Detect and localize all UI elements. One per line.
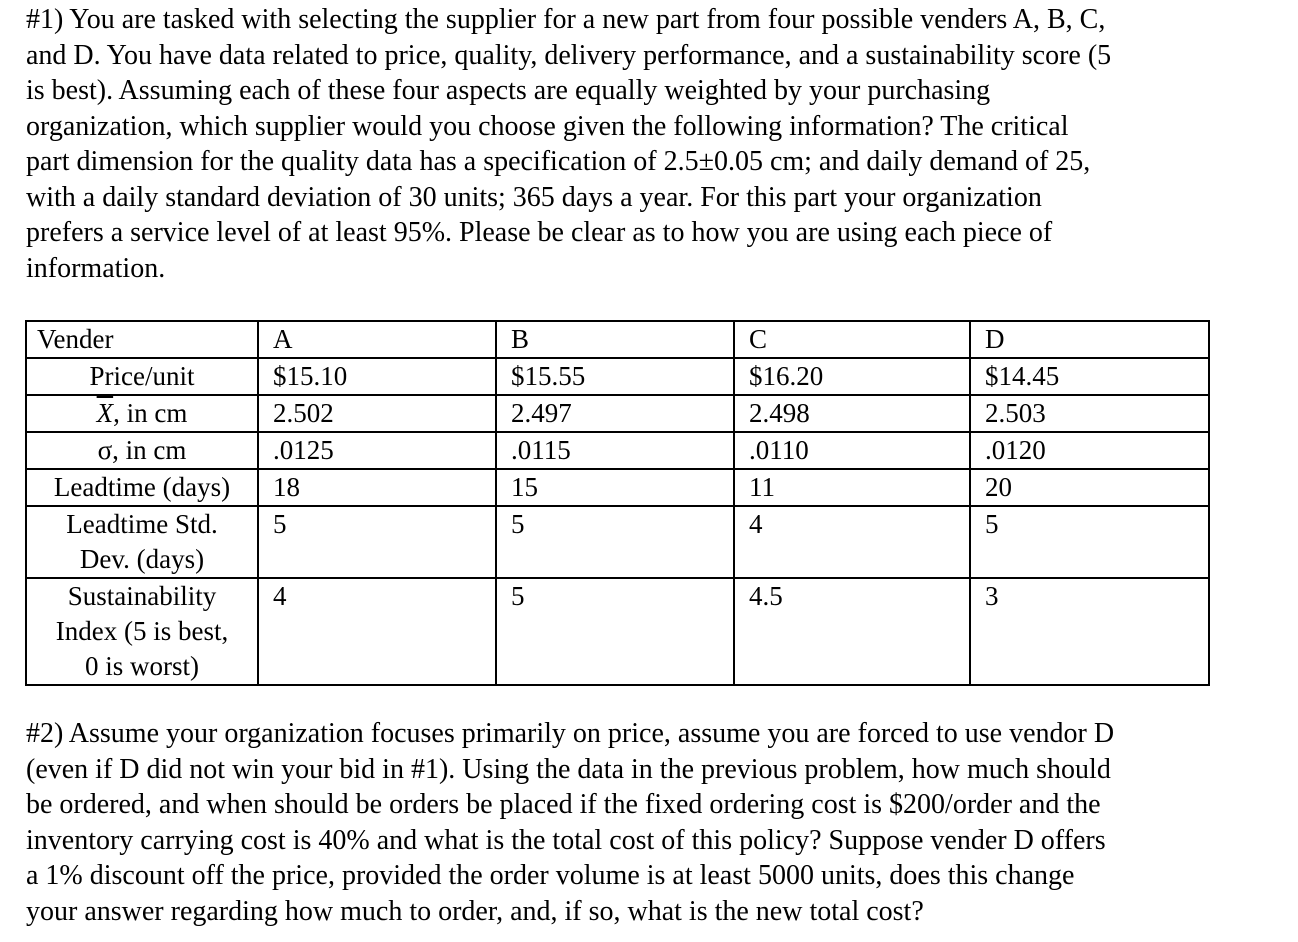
table-cell: $16.20	[734, 358, 970, 395]
text-line: your answer regarding how much to order, and, if so, what is the new total cost?	[26, 895, 924, 927]
text-line: and D. You have data related to price, quality, delivery performance, and a sustainability score (5	[26, 39, 1112, 71]
text-line: with a daily standard deviation of 30 units; 365 days a year. For this part your organization	[26, 181, 1042, 213]
question-2-text	[26, 716, 1226, 929]
table-cell: 4	[734, 506, 970, 578]
table-cell: .0120	[970, 432, 1209, 469]
table-cell: .0110	[734, 432, 970, 469]
text-line: #1) You are tasked with selecting the supplier for a new part from four possible venders A, B, C,	[26, 4, 1106, 35]
table-cell: 2.503	[970, 395, 1209, 432]
table-cell: 11	[734, 469, 970, 506]
vender-header: Vender	[26, 321, 258, 358]
label-line: Index (5 is best,	[55, 616, 229, 646]
vendor-b-header: B	[496, 321, 734, 358]
table-cell: 2.498	[734, 395, 970, 432]
text-line: #2) Assume your organization focuses primarily on price, assume you are forced to use vendor D	[26, 718, 1115, 749]
table-cell: 18	[258, 469, 496, 506]
text-line: organization, which supplier would you choose given the following information? The critical	[26, 110, 1069, 142]
table-cell: .0115	[496, 432, 734, 469]
text-line: be ordered, and when should be orders be placed if the fixed ordering cost is $200/order and the	[26, 789, 1101, 820]
table-cell: 20	[970, 469, 1209, 506]
row-label-mean	[26, 395, 258, 432]
row-label-sustainability	[26, 578, 258, 685]
vendor-a-header: A	[258, 321, 496, 358]
label-line: 0 is worst)	[85, 651, 199, 681]
text-line: information.	[26, 252, 166, 284]
text-line: a 1% discount off the price, provided the order volume is at least 5000 units, does this change	[26, 860, 1075, 891]
text-line: part dimension for the quality data has a specification of 2.5±0.05 cm; and daily demand of 25,	[26, 146, 1091, 177]
row-label-price: Price/unit	[26, 358, 258, 395]
text-line: is best). Assuming each of these four aspects are equally weighted by your purchasing	[26, 75, 991, 106]
table-cell: $15.55	[496, 358, 734, 395]
vendor-d-header: D	[970, 321, 1209, 358]
table-row	[26, 578, 1209, 685]
table-cell: 15	[496, 469, 734, 506]
table-cell: 4	[258, 578, 496, 685]
vendor-comparison-table	[25, 320, 1210, 686]
label-line: Leadtime Std.	[66, 509, 218, 539]
table-row	[26, 469, 1209, 506]
table-cell: 2.497	[496, 395, 734, 432]
table-cell: $14.45	[970, 358, 1209, 395]
row-label-leadtime: Leadtime (days)	[26, 469, 258, 506]
table-cell: 5	[970, 506, 1209, 578]
table-cell: 2.502	[258, 395, 496, 432]
table-header-row	[26, 321, 1209, 358]
table-row	[26, 358, 1209, 395]
table-cell: 4.5	[734, 578, 970, 685]
table-row	[26, 506, 1209, 578]
table-cell: 3	[970, 578, 1209, 685]
text-line: (even if D did not win your bid in #1). Using the data in the previous problem, how much should	[26, 753, 1111, 785]
row-label-sigma: σ, in cm	[26, 432, 258, 469]
table-cell: 5	[496, 578, 734, 685]
table-cell: 5	[258, 506, 496, 578]
label-line: Dev. (days)	[79, 544, 205, 574]
table-row	[26, 395, 1209, 432]
vendor-c-header: C	[734, 321, 970, 358]
table-cell: .0125	[258, 432, 496, 469]
row-label-leadtime-std	[26, 506, 258, 578]
text-line: prefers a service level of at least 95%. Please be clear as to how you are using each piece of	[26, 217, 1053, 248]
question-1-text	[26, 2, 1226, 286]
table-cell: $15.10	[258, 358, 496, 395]
row-label-mean-suffix: , in cm	[113, 398, 188, 428]
label-line: Sustainability	[67, 581, 217, 611]
table-cell: 5	[496, 506, 734, 578]
text-line: inventory carrying cost is 40% and what is the total cost of this policy? Suppose vender D offers	[26, 824, 1106, 856]
table-row	[26, 432, 1209, 469]
x-bar-symbol: $\overline{X}$	[96, 398, 114, 428]
